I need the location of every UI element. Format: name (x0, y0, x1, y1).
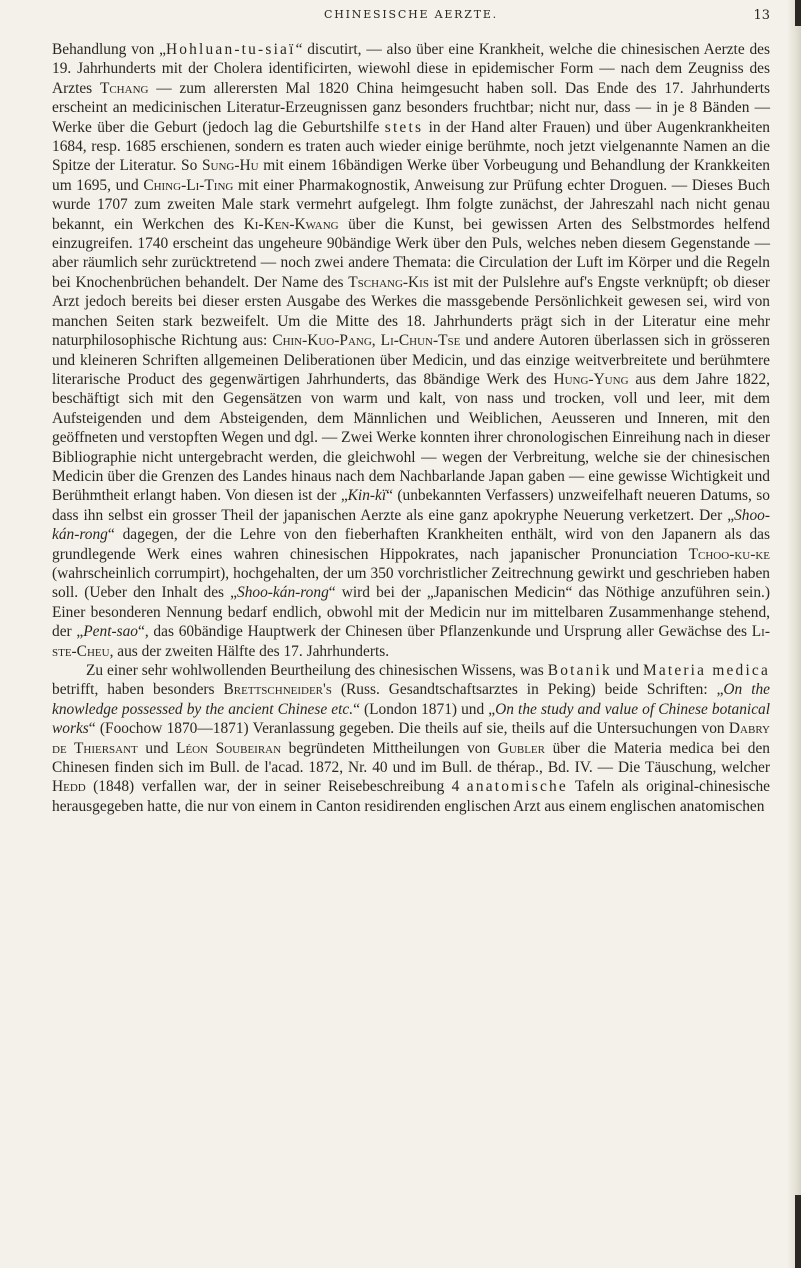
text-run: “ (London 1871) und „ (353, 700, 496, 718)
text-run: begründeten Mittheilungen von (281, 739, 498, 757)
paragraph-1 (52, 40, 770, 661)
author-name: Gubler (497, 739, 545, 757)
text-run: Tafeln als original-chinesische herausgegeben hatte, die nur von einem in Canton residirenden englischen Arzt aus einem englischen anatomischen (52, 778, 770, 815)
author-name: Li-ste-Cheu (52, 623, 770, 660)
italic-title: On the knowledge possessed by the ancient Chinese etc. (52, 681, 771, 718)
text-run: (1848) verfallen war, der in seiner Reisebeschreibung 4 (85, 778, 467, 796)
text-run: “ discutirt, — also über eine Krankheit, welche die chinesischen Aerzte des 19. Jahrhunderts mit der Cholera identificirten, wiewohl diese in epidemischer Form — nach dem Zeugniss des Arztes (52, 41, 770, 97)
page-header (52, 8, 770, 28)
text-run: , (371, 332, 381, 350)
text-run: “ dagegen, der die Lehre von den fieberhaften Krankheiten enthält, wird von den Japanern als das grundlegende Werk eines wahren chinesischen Hippokrates, nach japanischer Pronunciation (52, 526, 770, 563)
page-number: 13 (753, 8, 770, 23)
text-run: in der Hand alter Frauen) und über Augenkrankheiten 1684, resp. 1685 erschienen, sondern es traten auch wieder einige berühmte, noch jetzt vielgenannte Namen an die Spitze der Literatur. So (52, 118, 770, 175)
text-run: über die Kunst, bei gewissen Arten des Selbstmordes helfend einzugreifen. 1740 erscheint das ungeheure 90bändige Werk über den Puls, welches neben diesem Gegenstande — aber räumlich sehr zurücktretend — noch zwei andere Themata: die Circulation der Luft im Körper und die Regeln bei Knochenbrüchen behandelt. Der Name des (52, 215, 771, 291)
text-run: Behandlung von „ (52, 41, 166, 58)
spaced-term: Hohluan-tu-siaï (165, 41, 296, 58)
spaced-term: Materia medica (642, 662, 770, 679)
text-run: “ (unbekannten Verfassers) unzweifelhaft neueren Datums, so dass ihn selbst ein grosser Theil der japanischen Aerzte als eine ganz apokryphe Neuerung verketzert. Der „ (52, 487, 770, 524)
author-name: Tchoo-ku-ke (688, 545, 770, 563)
italic-title: On the study and value of Chinese botanical works (52, 700, 771, 738)
text-run: ist mit der Pulslehre auf's Engste verknüpft; ob dieser Arzt jedoch bereits bei dieser ersten Ausgabe des Werkes die massgebende Persönlichkeit gewesen sei, wird von manchen Seiten stark bezweifelt. Um die Mitte des 18. Jahrhunderts prägt sich in der Literatur eine mehr naturphilosophische Richtung aus: (52, 273, 770, 350)
body-text (52, 40, 770, 816)
author-name: Tchang (99, 79, 149, 97)
spaced-term: stets (384, 118, 424, 136)
text-run: betrifft, haben besonders (52, 681, 224, 699)
text-run: Zu einer sehr wohlwollenden Beurtheilung des chinesischen Wissens, was (86, 662, 548, 679)
text-run: und (137, 739, 177, 757)
italic-title: Pent-sao (83, 623, 138, 641)
italic-title: Shoo-kán-rong (52, 506, 770, 544)
text-run: “ wird bei der „Japanischen Medicin“ das Nöthige anzuführen sein.) Einer besonderen Nennung bedarf endlich, obwohl mit der Medicin nur im mittelbaren Zusammenhange stehend, der „ (52, 584, 770, 641)
text-run: , aus der zweiten Hälfte des 17. Jahrhunderts. (109, 642, 390, 660)
author-name: Dabry de Thiersant (52, 720, 770, 757)
author-name: Ki-Ken-Kwang (243, 215, 339, 233)
author-name: Li-Chun-Tse (380, 332, 461, 350)
edge-mark-bottom (795, 1195, 801, 1268)
text-run: “ (Foochow 1870—1871) Veranlassung gegeben. Die theils auf sie, theils auf die Untersuchungen von (88, 720, 729, 738)
text-run: und (611, 662, 643, 679)
edge-mark-top (795, 0, 801, 26)
author-name: Léon Soubeiran (176, 739, 282, 757)
text-run: mit einer Pharmakognostik, Anweisung zur Prüfung echter Droguen. — Dieses Buch wurde 1707 zum zweiten Male stark vermehrt aufgelegt. Ihm folgte zunächst, der Jahreszahl nach nicht genau bekannt, ein Werkchen des (52, 176, 770, 233)
author-name: Hung-Yung (553, 370, 629, 388)
paragraph-2 (52, 661, 770, 816)
spaced-term: anatomische (466, 778, 568, 796)
text-run: — zum allerersten Mal 1820 China heimgesucht haben soll. Das Ende des 17. Jahrhunderts erscheint an medicinischen Literatur-Erzeugnissen ganz besonders fruchtbar; nicht nur, dass — in je 8 Bänden — Werke über die Geburt (jedoch lag die Geburtshilfe (52, 79, 770, 136)
author-name: Sung-Hu (201, 157, 259, 175)
text-run: (Russ. Gesandtschaftsarztes in Peking) beide Schriften: „ (331, 681, 724, 699)
text-run: “, das 60bändige Hauptwerk der Chinesen über Pflanzenkunde und Ursprung aller Gewächse des (137, 623, 752, 641)
author-name: Ching-Li-Ting (143, 176, 234, 194)
text-run: aus dem Jahre 1822, beschäftigt sich mit den Gegensätzen von warm und kalt, von nass und trocken, voll und leer, mit dem Aufsteigenden und dem Absteigenden, dem Männlichen und Weiblichen, Aeusseren und Inneren, mit den geöffneten und verstopften Wegen und dgl. — Zwei Werke konnten ihrer chronologischen Einreihung nach in dieser Bibliographie nicht untergebracht werden, die gleichwohl — wegen der Verbreitung, welche sie der chinesischen Medicin über die Grenzen des Landes hinaus nach dem Nachbarlande Japan gaben — eine gewisse Wichtigkeit und Berühmtheit erlangt haben. Von diesen ist der „ (52, 370, 770, 505)
running-title: CHINESISCHE AERZTE. (324, 8, 498, 21)
author-name: Chin-Kuo-Pang (272, 332, 372, 350)
author-name: Tschang-Kis (348, 273, 429, 291)
text-run: und andere Autoren überlassen sich in grösseren und kleineren Schriften allgemeinen Deliberationen über Medicin, und das einzige weitverbreitete und berühmtere literarische Product des gegenwärtigen Jahrhunderts, das 8bändige Werk des (52, 332, 770, 388)
italic-title: Kin-kï (347, 487, 387, 505)
text-run: mit einem 16bändigen Werke über Vorbeugung und Behandlung der Krankkeiten um 1695, und (52, 157, 770, 194)
text-run: (wahrscheinlich corrumpirt), hochgehalten, der um 350 vorchristlicher Zeitrechnung gewirkt und geschrieben haben soll. (Ueber den Inhalt des „ (52, 564, 770, 602)
spaced-term: Botanik (547, 662, 612, 679)
author-name: Hedd (52, 778, 86, 796)
author-name: Brettschneider's (223, 681, 332, 699)
page-edge (787, 0, 801, 1268)
text-run: über die Materia medica bei den Chinesen finden sich im Bull. de l'acad. 1872, Nr. 40 und im Bull. de thérap., Bd. IV. — Die Täuschung, welcher (52, 739, 770, 777)
italic-title: Shoo-kán-rong (237, 584, 329, 602)
